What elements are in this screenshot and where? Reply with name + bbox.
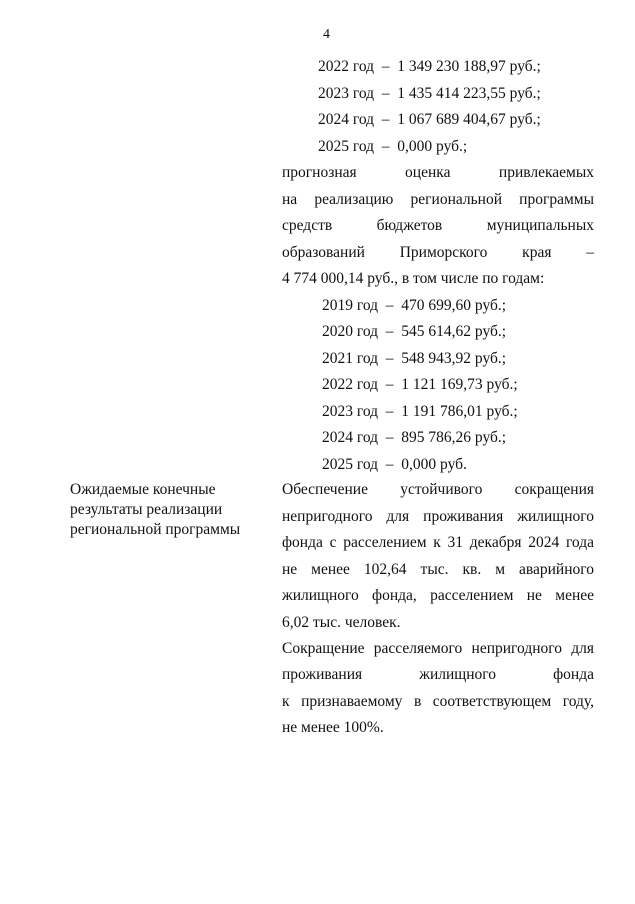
results-paragraph2-last: не менее 100%. [282, 719, 384, 736]
municipal-year-line: 2020 год – 545 614,62 руб.; [322, 323, 507, 340]
results-label-line: Ожидаемые конечные [70, 481, 216, 498]
municipal-forecast-line: средств бюджетов муниципальных [282, 217, 594, 234]
municipal-year-line: 2022 год – 1 121 169,73 руб.; [322, 376, 518, 393]
municipal-forecast-line: прогнозная оценка привлекаемых [282, 164, 594, 181]
municipal-forecast-line: на реализацию региональной программы [282, 191, 594, 208]
municipal-year-line: 2023 год – 1 191 786,01 руб.; [322, 403, 518, 420]
results-label [70, 480, 280, 540]
results-paragraph1-line: фонда с расселением к 31 декабря 2024 года [282, 534, 594, 551]
budget-year-line: 2023 год – 1 435 414 223,55 руб.; [318, 85, 541, 102]
municipal-year-line: 2025 год – 0,000 руб. [322, 456, 467, 473]
budget-year-line: 2024 год – 1 067 689 404,67 руб.; [318, 111, 541, 128]
budget-year-line: 2022 год – 1 349 230 188,97 руб.; [318, 58, 541, 75]
municipal-year-line: 2021 год – 548 943,92 руб.; [322, 350, 507, 367]
results-label-line: региональной программы [70, 521, 241, 538]
page-number: 4 [323, 27, 330, 42]
results-paragraph2-line: проживания жилищного фонда [282, 666, 594, 683]
results-paragraph1-last: 6,02 тыс. человек. [282, 614, 401, 631]
municipal-forecast-line: образований Приморского края – [282, 244, 594, 261]
results-paragraph1-line: непригодного для проживания жилищного [282, 508, 594, 525]
municipal-year-line: 2019 год – 470 699,60 руб.; [322, 297, 507, 314]
results-paragraph1-line: не менее 102,64 тыс. кв. м аварийного [282, 561, 594, 578]
municipal-year-line: 2024 год – 895 786,26 руб.; [322, 429, 507, 446]
results-label-line: результаты реализации [70, 501, 223, 518]
results-paragraph2-line: Сокращение расселяемого непригодного для [282, 640, 594, 657]
results-paragraph1-line: жилищного фонда, расселением не менее [282, 587, 594, 604]
municipal-forecast-total: 4 774 000,14 руб., в том числе по годам: [282, 270, 545, 287]
results-paragraph2-line: к признаваемому в соответствующем году, [282, 693, 594, 710]
budget-year-line: 2025 год – 0,000 руб.; [318, 138, 468, 155]
results-paragraph1-line: Обеспечение устойчивого сокращения [282, 481, 594, 498]
